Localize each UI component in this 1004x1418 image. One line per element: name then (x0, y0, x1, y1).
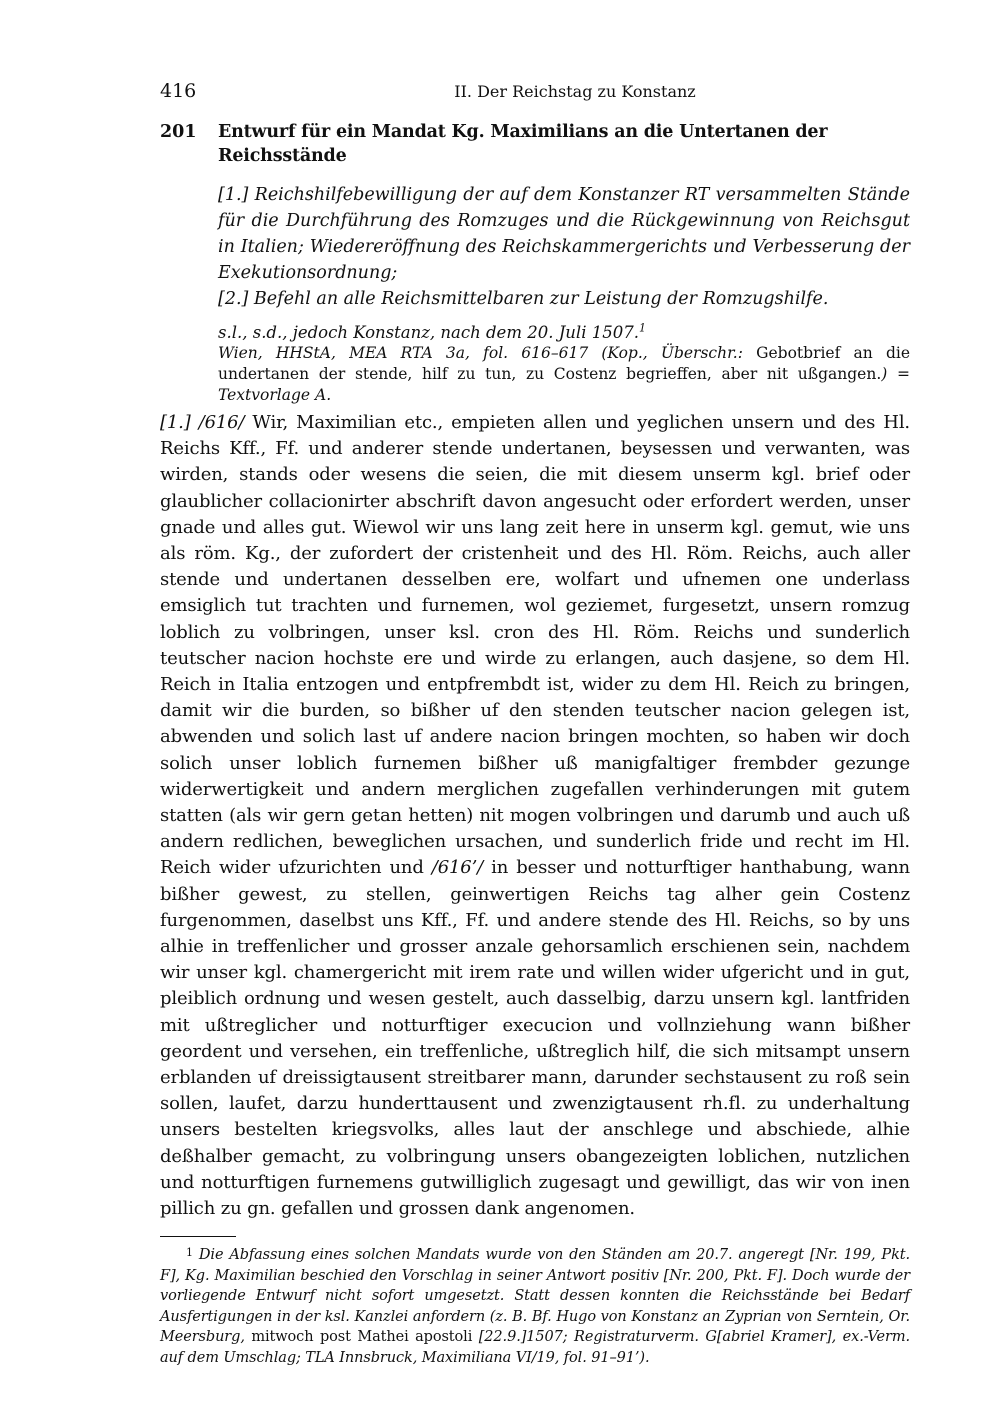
date-footnote-mark: 1 (638, 321, 646, 335)
footnote-text-1: Die Abfassung eines solchen Mandats wurde von den Ständen am 20.7. angeregt [Nr. 199, Pkt. F], Kg. Maximilian beschied den Vorschlag in seiner Antwort positiv [Nr. 200, Pkt. F]. Doch wurde der vorliegende Entwurf nicht sofort umgesetzt. Statt dessen konnten die Reichsstände bei Bedarf Ausfertigungen in der ksl. Kanzlei anfordern (z. B. Bf. Hugo von Konstanz an Zyprian von Serntein, Or. Meersburg, (160, 1247, 910, 1346)
footnote-text-2: [22.9.]1507; Registraturverm. G[abriel Kramer], ex.-Verm. auf dem Umschlag; TLA Innsbruck, Maximiliana VI/19, fol. 91–91’). (160, 1329, 911, 1366)
folio-marker: /616’/ (431, 857, 484, 879)
footnote-1 (160, 1243, 910, 1368)
footnote-text-plain: mitwoch post Mathei apostoli (244, 1329, 473, 1346)
document-number: 201 (160, 122, 197, 142)
page (160, 80, 910, 1368)
paragraph-marker: [1.] /616/ (160, 412, 245, 433)
document-heading (160, 120, 910, 168)
document-meta (218, 322, 910, 406)
regest-point-1: [1.] Reichshilfebewilligung der auf dem Konstanzer RT versammelten Stände für die Durchführung des Romzuges und die Rückgewinnung von Reichsgut in Italien; Wiedereröffnung des Reichskammergerichts und Verbesserung der Exekutionsordnung; (218, 185, 910, 283)
footnote-mark: 1 (186, 1246, 193, 1260)
page-number: 416 (160, 80, 197, 102)
text-part-2: in besser und notturftiger hanthabung, wann bißher gewest, zu stellen, geinwertigen Reichs tag alher gein Costenz furgenommen, daselbst uns Kff., Ff. und andere stende des Hl. Reichs, so by uns alhie in treffenlicher und grosser anzale gehorsamlich erschienen sein, nachdem wir unser kgl. chamergericht mit irem rate und willen wider ufgericht und in gut, pleiblich ordnung und wesen gestelt, auch dasselbig, darzu unsern kgl. lantfriden mit ußtreglicher und notturftiger execucion und vollnziehung wann bißher geordent und versehen, ein treffenliche, ußtreglich hilf, die sich mitsampt unsern erblanden uf dreissigtausent streitbarer mann, darunder sechstausent zu roß sein sollen, laufet, darzu hunderttausent und zwenzigtausent rh.fl. zu underhaltung unsers bestelten kriegsvolks, alles laut der anschlege und abschiede, alhie deßhalber gemacht, zu volbringung unsers obangezeigten loblichen, nutzlichen und notturftigen furnemens gutwilliglich zugesagt und gewilligt, das wir von inen pillich zu gn. gefallen und grossen dank angenomen. (160, 857, 910, 1220)
regest (218, 182, 910, 312)
main-text (160, 410, 910, 1222)
source-base-text: ) = Textvorlage A. (218, 365, 910, 404)
text-part-1: Wir, Maximilian etc., empieten allen und yeglichen unsern und des Hl. Reichs Kff., Ff. und anderer stende undertanen, beysessen und verwanten, was wirden, stands oder wesens die seien, die mit diesem unserm kgl. brief oder glaublicher collacionirter abschrift davon angesucht oder erfordert werden, unser gnade und alles gut. Wiewol wir uns lang zeit here in unserm kgl. gemut, wie uns als röm. Kg., der zufordert der cristenheit und des Hl. Röm. Reichs, auch aller stende und undertanen desselben ere, wolfart und ufnemen one underlass emsiglich tut trachten und furnemen, wol geziemet, furgesetzt, unsern romzug loblich zu volbringen, unser ksl. cron des Hl. Röm. Reichs und sunderlich teutscher nacion hochste ere und wirde zu erlangen, auch dasjene, so dem Hl. Reich in Italia entzogen und entpfrembdt ist, wider zu dem Hl. Reich zu bringen, damit wir die burden, so bißher uf den stenden teutscher nacion gelegen ist, abwenden und solich last uf andere nacion bringen mochten, so haben wir doch solich unser loblich furnemen bißher uß manigfaltiger frembder gezunge widerwertigkeit und andern merglichen zugefallen verhinderungen mit gutem statten (als wir gern getan hetten) nit mogen volbringen und darumb und auch uß andern redlichen, beweglichen ursachen, und sunderlich fride und recht im Hl. Reich wider ufzurichten und (160, 412, 910, 879)
source-heading: Gebotbrief an die undertanen der stende, hilf zu tun, zu Costenz begrieffen, aber nit ußgangen. (218, 344, 910, 383)
running-title: II. Der Reichstag zu Konstanz (454, 82, 696, 101)
running-head (160, 80, 910, 106)
footnote-divider (160, 1236, 236, 1237)
source-archive: Wien, HHStA, MEA RTA 3a, fol. 616–617 (Kop., Überschr.: (218, 344, 743, 362)
regest-point-2: [2.] Befehl an alle Reichsmittelbaren zur Leistung der Romzugshilfe. (218, 289, 829, 309)
date-line: s.l., s.d., jedoch Konstanz, nach dem 20. Juli 1507. (218, 323, 639, 342)
document-title: Entwurf für ein Mandat Kg. Maximilians an die Untertanen der Reichsstände (218, 122, 828, 166)
